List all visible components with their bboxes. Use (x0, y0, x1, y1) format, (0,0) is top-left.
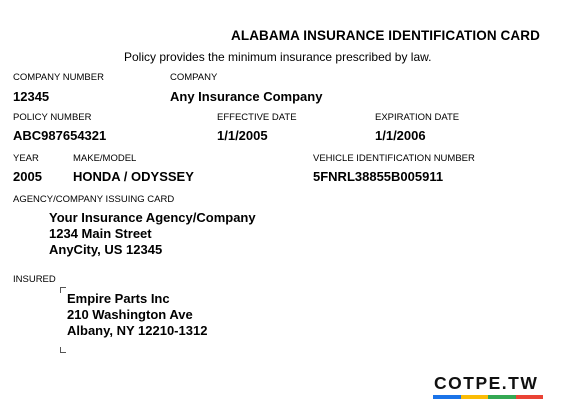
vin-label: VEHICLE IDENTIFICATION NUMBER (313, 153, 475, 164)
agency-line-2: 1234 Main Street (49, 226, 152, 241)
agency-address (49, 210, 256, 258)
address-window-top-corner (60, 287, 66, 293)
insured-address (67, 291, 207, 339)
company-value: Any Insurance Company (170, 89, 323, 104)
insured-label: INSURED (13, 274, 56, 285)
make-model-label: MAKE/MODEL (73, 153, 137, 164)
agency-line-1: Your Insurance Agency/Company (49, 210, 256, 225)
company-number-value: 12345 (13, 89, 50, 104)
watermark-bar-green (488, 395, 516, 399)
make-model-value: HONDA / ODYSSEY (73, 169, 194, 184)
effective-date-label: EFFECTIVE DATE (217, 112, 297, 123)
expiration-date-value: 1/1/2006 (375, 128, 426, 143)
watermark-bar-yellow (461, 395, 489, 399)
policy-number-label: POLICY NUMBER (13, 112, 92, 123)
watermark-bar-red (516, 395, 544, 399)
watermark-bar-blue (433, 395, 461, 399)
card-subtitle: Policy provides the minimum insurance prescribed by law. (124, 50, 432, 64)
agency-line-3: AnyCity, US 12345 (49, 242, 163, 257)
agency-label: AGENCY/COMPANY ISSUING CARD (13, 194, 175, 205)
company-label: COMPANY (170, 72, 218, 83)
watermark-logo: COTPE.TW (434, 373, 539, 393)
insured-line-3: Albany, NY 12210-1312 (67, 323, 208, 338)
address-window-bottom-corner (60, 347, 66, 353)
year-label: YEAR (13, 153, 39, 164)
year-value: 2005 (13, 169, 42, 184)
company-number-label: COMPANY NUMBER (13, 72, 104, 83)
watermark-color-bar (433, 395, 543, 399)
insured-line-1: Empire Parts Inc (67, 291, 170, 306)
insured-line-2: 210 Washington Ave (67, 307, 193, 322)
expiration-date-label: EXPIRATION DATE (375, 112, 460, 123)
vin-value: 5FNRL38855B005911 (313, 169, 444, 184)
policy-number-value: ABC987654321 (13, 128, 107, 143)
card-title: ALABAMA INSURANCE IDENTIFICATION CARD (231, 28, 540, 43)
effective-date-value: 1/1/2005 (217, 128, 268, 143)
